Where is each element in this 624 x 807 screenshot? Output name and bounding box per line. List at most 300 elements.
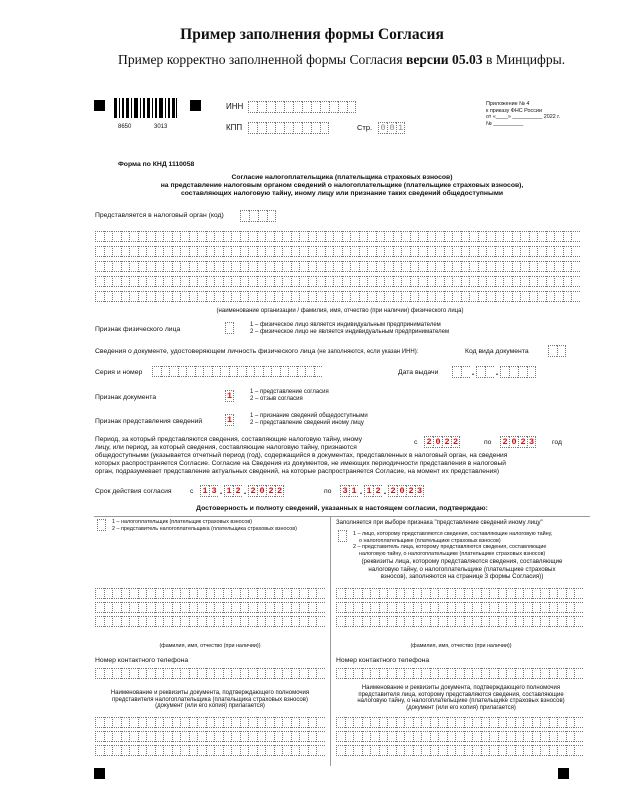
empty-cell[interactable] xyxy=(345,616,354,627)
empty-cell[interactable] xyxy=(282,246,291,257)
empty-cell[interactable] xyxy=(138,276,147,287)
empty-cell[interactable] xyxy=(104,231,113,242)
empty-cell[interactable] xyxy=(155,616,164,627)
empty-cell[interactable] xyxy=(231,602,240,613)
empty-cell[interactable] xyxy=(206,717,215,728)
empty-cell[interactable] xyxy=(229,366,238,377)
empty-cell[interactable] xyxy=(231,261,240,272)
empty-cell[interactable] xyxy=(265,231,274,242)
empty-cell[interactable] xyxy=(523,602,532,613)
empty-cell[interactable] xyxy=(532,668,541,679)
period-from-cells[interactable]: 2 0 2 2 xyxy=(424,436,460,448)
empty-cell[interactable] xyxy=(481,668,490,679)
empty-cell[interactable] xyxy=(274,231,283,242)
empty-cell[interactable] xyxy=(520,246,529,257)
empty-cell[interactable] xyxy=(537,276,546,287)
empty-cell[interactable] xyxy=(325,246,334,257)
empty-cell[interactable] xyxy=(257,246,266,257)
empty-cell[interactable] xyxy=(506,745,515,756)
empty-cell[interactable] xyxy=(489,602,498,613)
empty-cell[interactable] xyxy=(557,668,566,679)
empty-cell[interactable] xyxy=(308,616,317,627)
empty-cell[interactable] xyxy=(410,291,419,302)
empty-cell[interactable] xyxy=(489,616,498,627)
empty-cell[interactable] xyxy=(489,731,498,742)
empty-cell[interactable] xyxy=(274,616,283,627)
empty-cell[interactable] xyxy=(308,588,317,599)
empty-cell[interactable] xyxy=(240,588,249,599)
empty-cell[interactable] xyxy=(172,246,181,257)
empty-cell[interactable] xyxy=(104,291,113,302)
empty-cell[interactable] xyxy=(186,366,195,377)
empty-cell[interactable] xyxy=(206,231,215,242)
empty-cell[interactable] xyxy=(129,745,138,756)
empty-cell[interactable] xyxy=(350,276,359,287)
empty-cell[interactable] xyxy=(274,291,283,302)
empty-cell[interactable] xyxy=(189,588,198,599)
empty-cell[interactable] xyxy=(540,731,549,742)
empty-cell[interactable] xyxy=(498,717,507,728)
empty-cell[interactable] xyxy=(523,616,532,627)
empty-cell[interactable] xyxy=(240,276,249,287)
empty-cell[interactable] xyxy=(240,717,249,728)
empty-cell[interactable] xyxy=(231,588,240,599)
empty-cell[interactable] xyxy=(231,745,240,756)
empty-cell[interactable] xyxy=(427,291,436,302)
empty-cell[interactable] xyxy=(308,731,317,742)
empty-cell[interactable] xyxy=(172,261,181,272)
empty-cell[interactable] xyxy=(248,246,257,257)
empty-cell[interactable] xyxy=(104,668,113,679)
empty-cell[interactable] xyxy=(240,745,249,756)
page-number-cells[interactable]: 0 0 1 xyxy=(378,122,405,134)
empty-cell[interactable] xyxy=(163,261,172,272)
empty-cell[interactable] xyxy=(282,602,291,613)
empty-cell[interactable] xyxy=(515,717,524,728)
empty-cell[interactable] xyxy=(435,261,444,272)
empty-cell[interactable] xyxy=(350,261,359,272)
empty-cell[interactable] xyxy=(333,231,342,242)
empty-cell[interactable] xyxy=(498,668,507,679)
empty-cell[interactable] xyxy=(362,731,371,742)
empty-cell[interactable] xyxy=(529,231,538,242)
empty-cell[interactable] xyxy=(291,717,300,728)
empty-cell[interactable] xyxy=(413,745,422,756)
empty-cell[interactable] xyxy=(138,246,147,257)
empty-cell[interactable] xyxy=(566,616,575,627)
empty-cell[interactable] xyxy=(495,261,504,272)
empty-cell[interactable] xyxy=(308,668,317,679)
empty-cell[interactable] xyxy=(342,276,351,287)
empty-cell[interactable] xyxy=(214,668,223,679)
empty-cell[interactable] xyxy=(129,261,138,272)
empty-cell[interactable] xyxy=(189,668,198,679)
empty-cell[interactable] xyxy=(345,717,354,728)
empty-cell[interactable] xyxy=(248,717,257,728)
empty-cell[interactable] xyxy=(163,588,172,599)
empty-cell[interactable] xyxy=(384,261,393,272)
empty-cell[interactable] xyxy=(104,602,113,613)
empty-cell[interactable] xyxy=(197,261,206,272)
empty-cell[interactable] xyxy=(427,261,436,272)
empty-cell[interactable] xyxy=(121,291,130,302)
empty-cell[interactable] xyxy=(265,291,274,302)
empty-cell[interactable] xyxy=(189,745,198,756)
empty-cell[interactable] xyxy=(231,291,240,302)
empty-cell[interactable] xyxy=(362,602,371,613)
empty-cell[interactable] xyxy=(231,246,240,257)
empty-cell[interactable] xyxy=(291,291,300,302)
empty-cell[interactable] xyxy=(566,731,575,742)
empty-cell[interactable] xyxy=(240,261,249,272)
empty-cell[interactable] xyxy=(316,261,325,272)
empty-cell[interactable] xyxy=(299,246,308,257)
empty-cell[interactable] xyxy=(172,231,181,242)
empty-cell[interactable] xyxy=(180,745,189,756)
empty-cell[interactable] xyxy=(574,745,583,756)
empty-cell[interactable] xyxy=(248,231,257,242)
empty-cell[interactable] xyxy=(515,668,524,679)
empty-cell[interactable] xyxy=(336,616,345,627)
empty-cell[interactable] xyxy=(231,616,240,627)
empty-cell[interactable] xyxy=(342,261,351,272)
empty-cell[interactable] xyxy=(223,616,232,627)
empty-cell[interactable] xyxy=(387,588,396,599)
empty-cell[interactable] xyxy=(121,231,130,242)
empty-cell[interactable] xyxy=(546,291,555,302)
empty-cell[interactable] xyxy=(379,731,388,742)
empty-cell[interactable] xyxy=(197,745,206,756)
empty-cell[interactable] xyxy=(410,231,419,242)
empty-cell[interactable] xyxy=(566,588,575,599)
empty-cell[interactable] xyxy=(189,616,198,627)
empty-cell[interactable] xyxy=(410,261,419,272)
empty-cell[interactable] xyxy=(129,602,138,613)
empty-cell[interactable] xyxy=(379,588,388,599)
empty-cell[interactable] xyxy=(384,291,393,302)
empty-cell[interactable] xyxy=(282,717,291,728)
empty-cell[interactable] xyxy=(316,291,325,302)
empty-cell[interactable] xyxy=(138,616,147,627)
recipient-sign-cell[interactable] xyxy=(338,530,347,542)
empty-cell[interactable] xyxy=(314,366,323,377)
empty-cell[interactable] xyxy=(350,246,359,257)
empty-cell[interactable] xyxy=(155,731,164,742)
empty-cell[interactable] xyxy=(498,731,507,742)
empty-cell[interactable] xyxy=(206,246,215,257)
empty-cell[interactable] xyxy=(189,276,198,287)
empty-cell[interactable] xyxy=(489,668,498,679)
empty-cell[interactable] xyxy=(197,668,206,679)
empty-cell[interactable] xyxy=(461,231,470,242)
empty-cell[interactable] xyxy=(478,276,487,287)
empty-cell[interactable] xyxy=(223,731,232,742)
empty-cell[interactable] xyxy=(455,717,464,728)
issue-date-cells[interactable]: . . xyxy=(452,366,536,378)
empty-cell[interactable] xyxy=(455,745,464,756)
empty-cell[interactable] xyxy=(370,745,379,756)
empty-cell[interactable] xyxy=(387,717,396,728)
empty-cell[interactable] xyxy=(169,366,178,377)
empty-cell[interactable] xyxy=(265,588,274,599)
empty-cell[interactable] xyxy=(452,231,461,242)
empty-cell[interactable] xyxy=(404,717,413,728)
period-to-cells[interactable]: 2 0 2 3 xyxy=(500,436,536,448)
empty-cell[interactable] xyxy=(413,616,422,627)
empty-cell[interactable] xyxy=(554,261,563,272)
empty-cell[interactable] xyxy=(206,616,215,627)
empty-cell[interactable] xyxy=(455,588,464,599)
empty-cell[interactable] xyxy=(379,717,388,728)
empty-cell[interactable] xyxy=(472,717,481,728)
empty-cell[interactable] xyxy=(430,717,439,728)
empty-cell[interactable] xyxy=(282,616,291,627)
empty-cell[interactable] xyxy=(180,291,189,302)
empty-cell[interactable] xyxy=(214,588,223,599)
empty-cell[interactable] xyxy=(464,717,473,728)
empty-cell[interactable] xyxy=(180,246,189,257)
empty-cell[interactable] xyxy=(274,717,283,728)
empty-cell[interactable] xyxy=(138,588,147,599)
empty-cell[interactable] xyxy=(336,668,345,679)
empty-cell[interactable] xyxy=(359,231,368,242)
empty-cell[interactable] xyxy=(195,366,204,377)
empty-cell[interactable] xyxy=(469,276,478,287)
empty-cell[interactable] xyxy=(291,276,300,287)
empty-cell[interactable] xyxy=(563,291,572,302)
empty-cell[interactable] xyxy=(95,588,104,599)
empty-cell[interactable] xyxy=(146,731,155,742)
empty-cell[interactable] xyxy=(537,246,546,257)
empty-cell[interactable] xyxy=(203,366,212,377)
empty-cell[interactable] xyxy=(498,745,507,756)
empty-cell[interactable] xyxy=(121,246,130,257)
empty-cell[interactable] xyxy=(447,717,456,728)
empty-cell[interactable] xyxy=(557,731,566,742)
empty-cell[interactable] xyxy=(248,731,257,742)
empty-cell[interactable] xyxy=(540,588,549,599)
empty-cell[interactable] xyxy=(223,602,232,613)
empty-cell[interactable] xyxy=(421,745,430,756)
empty-cell[interactable] xyxy=(495,276,504,287)
inn-cells[interactable] xyxy=(248,101,356,113)
empty-cell[interactable] xyxy=(532,602,541,613)
empty-cell[interactable] xyxy=(237,366,246,377)
empty-cell[interactable] xyxy=(155,261,164,272)
empty-cell[interactable] xyxy=(438,668,447,679)
empty-cell[interactable] xyxy=(104,745,113,756)
empty-cell[interactable] xyxy=(121,602,130,613)
empty-cell[interactable] xyxy=(95,261,104,272)
empty-cell[interactable] xyxy=(452,276,461,287)
empty-cell[interactable] xyxy=(367,291,376,302)
empty-cell[interactable] xyxy=(512,246,521,257)
empty-cell[interactable] xyxy=(571,246,580,257)
empty-cell[interactable] xyxy=(549,745,558,756)
empty-cell[interactable] xyxy=(282,291,291,302)
empty-cell[interactable] xyxy=(155,745,164,756)
empty-cell[interactable] xyxy=(540,668,549,679)
empty-cell[interactable] xyxy=(401,276,410,287)
empty-cell[interactable] xyxy=(566,602,575,613)
empty-cell[interactable] xyxy=(129,616,138,627)
empty-cell[interactable] xyxy=(566,717,575,728)
empty-cell[interactable] xyxy=(472,745,481,756)
empty-cell[interactable] xyxy=(384,246,393,257)
empty-cell[interactable] xyxy=(481,588,490,599)
empty-cell[interactable] xyxy=(282,276,291,287)
empty-cell[interactable] xyxy=(376,246,385,257)
empty-cell[interactable] xyxy=(362,616,371,627)
empty-cell[interactable] xyxy=(438,745,447,756)
empty-cell[interactable] xyxy=(566,668,575,679)
empty-cell[interactable] xyxy=(435,231,444,242)
empty-cell[interactable] xyxy=(112,246,121,257)
empty-cell[interactable] xyxy=(189,261,198,272)
empty-cell[interactable] xyxy=(370,616,379,627)
empty-cell[interactable] xyxy=(291,731,300,742)
empty-cell[interactable] xyxy=(291,668,300,679)
empty-cell[interactable] xyxy=(532,717,541,728)
empty-cell[interactable] xyxy=(197,276,206,287)
empty-cell[interactable] xyxy=(430,616,439,627)
empty-cell[interactable] xyxy=(112,602,121,613)
empty-cell[interactable] xyxy=(455,668,464,679)
empty-cell[interactable] xyxy=(104,717,113,728)
empty-cell[interactable] xyxy=(540,616,549,627)
empty-cell[interactable] xyxy=(254,366,263,377)
empty-cell[interactable] xyxy=(257,602,266,613)
empty-cell[interactable] xyxy=(447,745,456,756)
empty-cell[interactable] xyxy=(532,745,541,756)
empty-cell[interactable] xyxy=(404,731,413,742)
empty-cell[interactable] xyxy=(353,616,362,627)
empty-cell[interactable] xyxy=(387,668,396,679)
empty-cell[interactable] xyxy=(486,261,495,272)
empty-cell[interactable] xyxy=(418,276,427,287)
empty-cell[interactable] xyxy=(112,717,121,728)
empty-cell[interactable] xyxy=(537,261,546,272)
empty-cell[interactable] xyxy=(455,616,464,627)
tax-authority-code-cells[interactable] xyxy=(240,210,276,222)
empty-cell[interactable] xyxy=(515,602,524,613)
empty-cell[interactable] xyxy=(206,731,215,742)
empty-cell[interactable] xyxy=(444,261,453,272)
empty-cell[interactable] xyxy=(163,231,172,242)
empty-cell[interactable] xyxy=(223,231,232,242)
empty-cell[interactable] xyxy=(393,246,402,257)
empty-cell[interactable] xyxy=(574,602,583,613)
empty-cell[interactable] xyxy=(325,231,334,242)
empty-cell[interactable] xyxy=(546,246,555,257)
empty-cell[interactable] xyxy=(549,588,558,599)
empty-cell[interactable] xyxy=(336,588,345,599)
empty-cell[interactable] xyxy=(350,231,359,242)
empty-cell[interactable] xyxy=(495,291,504,302)
empty-cell[interactable] xyxy=(308,717,317,728)
empty-cell[interactable] xyxy=(316,745,325,756)
empty-cell[interactable] xyxy=(197,291,206,302)
empty-cell[interactable] xyxy=(257,231,266,242)
empty-cell[interactable] xyxy=(495,246,504,257)
empty-cell[interactable] xyxy=(464,668,473,679)
empty-cell[interactable] xyxy=(345,602,354,613)
empty-cell[interactable] xyxy=(430,588,439,599)
empty-cell[interactable] xyxy=(172,717,181,728)
empty-cell[interactable] xyxy=(265,717,274,728)
empty-cell[interactable] xyxy=(95,246,104,257)
empty-cell[interactable] xyxy=(396,745,405,756)
empty-cell[interactable] xyxy=(274,588,283,599)
empty-cell[interactable] xyxy=(257,291,266,302)
empty-cell[interactable] xyxy=(506,588,515,599)
empty-cell[interactable] xyxy=(396,616,405,627)
empty-cell[interactable] xyxy=(447,588,456,599)
empty-cell[interactable] xyxy=(362,717,371,728)
empty-cell[interactable] xyxy=(481,602,490,613)
empty-cell[interactable] xyxy=(387,745,396,756)
empty-cell[interactable] xyxy=(291,261,300,272)
empty-cell[interactable] xyxy=(396,717,405,728)
empty-cell[interactable] xyxy=(495,231,504,242)
empty-cell[interactable] xyxy=(299,276,308,287)
empty-cell[interactable] xyxy=(404,668,413,679)
empty-cell[interactable] xyxy=(472,616,481,627)
empty-cell[interactable] xyxy=(404,588,413,599)
empty-cell[interactable] xyxy=(308,602,317,613)
empty-cell[interactable] xyxy=(240,231,249,242)
empty-cell[interactable] xyxy=(197,731,206,742)
empty-cell[interactable] xyxy=(472,668,481,679)
left-fio-grid[interactable] xyxy=(95,588,325,627)
empty-cell[interactable] xyxy=(481,745,490,756)
empty-cell[interactable] xyxy=(359,276,368,287)
empty-cell[interactable] xyxy=(316,616,325,627)
empty-cell[interactable] xyxy=(155,602,164,613)
empty-cell[interactable] xyxy=(427,246,436,257)
empty-cell[interactable] xyxy=(393,291,402,302)
empty-cell[interactable] xyxy=(95,731,104,742)
empty-cell[interactable] xyxy=(240,668,249,679)
empty-cell[interactable] xyxy=(152,366,161,377)
empty-cell[interactable] xyxy=(421,731,430,742)
empty-cell[interactable] xyxy=(271,366,280,377)
empty-cell[interactable] xyxy=(138,261,147,272)
empty-cell[interactable] xyxy=(121,616,130,627)
empty-cell[interactable] xyxy=(540,602,549,613)
empty-cell[interactable] xyxy=(404,745,413,756)
empty-cell[interactable] xyxy=(112,668,121,679)
empty-cell[interactable] xyxy=(325,276,334,287)
empty-cell[interactable] xyxy=(212,366,221,377)
empty-cell[interactable] xyxy=(197,602,206,613)
empty-cell[interactable] xyxy=(265,668,274,679)
empty-cell[interactable] xyxy=(376,276,385,287)
empty-cell[interactable] xyxy=(410,276,419,287)
empty-cell[interactable] xyxy=(376,291,385,302)
empty-cell[interactable] xyxy=(515,731,524,742)
empty-cell[interactable] xyxy=(506,602,515,613)
empty-cell[interactable] xyxy=(387,602,396,613)
empty-cell[interactable] xyxy=(430,745,439,756)
empty-cell[interactable] xyxy=(523,745,532,756)
empty-cell[interactable] xyxy=(180,616,189,627)
empty-cell[interactable] xyxy=(532,616,541,627)
empty-cell[interactable] xyxy=(138,731,147,742)
empty-cell[interactable] xyxy=(418,291,427,302)
empty-cell[interactable] xyxy=(336,745,345,756)
empty-cell[interactable] xyxy=(206,588,215,599)
